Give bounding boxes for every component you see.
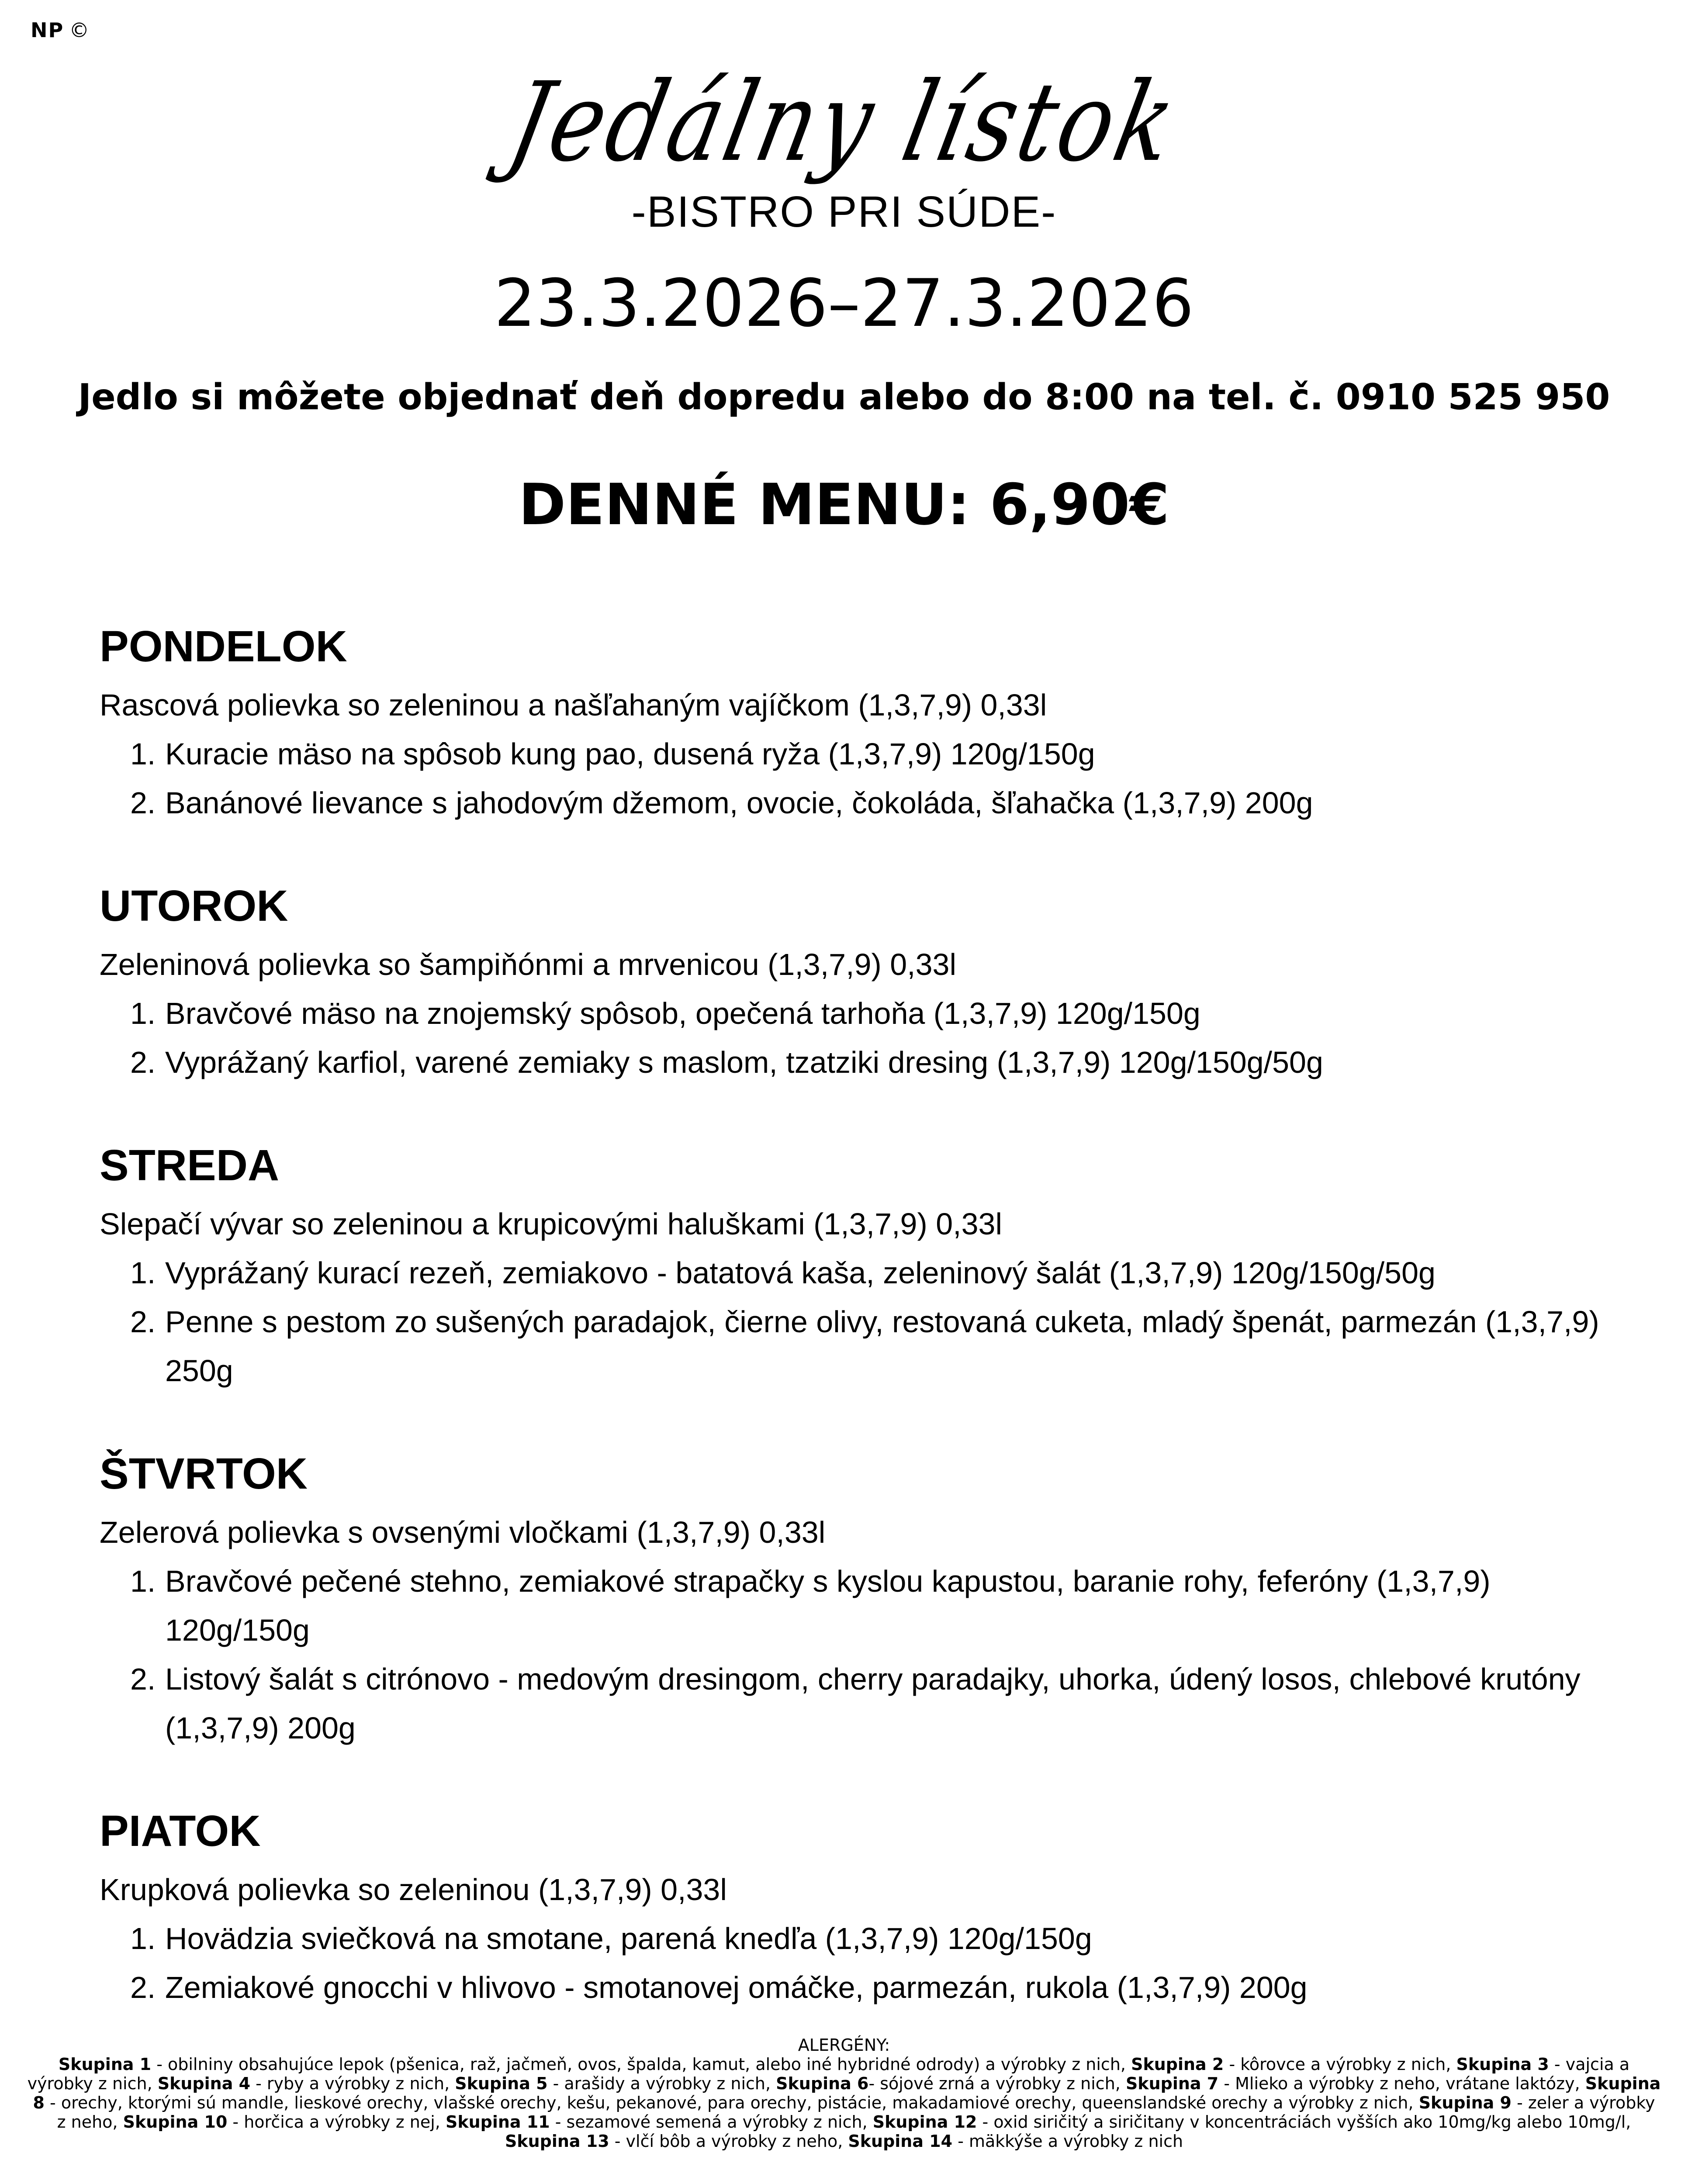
allergen-group-text: - mäkkýše a výrobky z nich — [952, 2132, 1183, 2151]
dish-text: Kuracie mäso na spôsob kung pao, dusená ryža (1,3,7,9) 120g/150g — [165, 737, 1095, 771]
day-wednesday — [100, 1139, 1607, 1395]
dish-number: 1. — [130, 996, 156, 1030]
dish-number: 1. — [130, 737, 156, 771]
dish-item — [130, 1038, 1607, 1087]
allergen-group-label: Skupina 14 — [848, 2132, 953, 2151]
dish-number: 2. — [130, 1662, 156, 1696]
allergen-group-label: Skupina 4 — [157, 2074, 251, 2093]
dish-item — [130, 1248, 1607, 1297]
dish-item — [130, 1963, 1607, 2012]
dish-number: 1. — [130, 1256, 156, 1290]
dish-number: 1. — [130, 1921, 156, 1956]
allergen-group-text: - horčica a výrobky z nej, — [227, 2112, 446, 2132]
day-thursday — [100, 1448, 1607, 1752]
day-name: UTOROK — [100, 881, 288, 930]
dish-number: 1. — [130, 1564, 156, 1598]
day-name: ŠTVRTOK — [100, 1449, 308, 1498]
daily-menu-price: DENNÉ MENU: 6,90€ — [519, 471, 1169, 538]
dish-text: Penne s pestom zo sušených paradajok, čierne olivy, restovaná cuketa, mladý špenát, parmezán (1,3,7,9) 250g — [165, 1305, 1599, 1388]
day-name: PIATOK — [100, 1807, 261, 1856]
copyright-initials: NP — [31, 18, 64, 42]
allergen-group-label: Skupina 12 — [872, 2112, 977, 2132]
dish-text: Hovädzia sviečková na smotane, parená knedľa (1,3,7,9) 120g/150g — [165, 1921, 1092, 1956]
dish-number: 2. — [130, 1305, 156, 1339]
soup: Slepačí vývar so zeleninou a krupicovými haluškami (1,3,7,9) 0,33l — [100, 1207, 1002, 1241]
dish-item — [130, 729, 1607, 778]
allergen-group-text: - sezamové semená a výrobky z nich, — [550, 2112, 873, 2132]
soup: Zelerová polievka s ovsenými vločkami (1,3,7,9) 0,33l — [100, 1515, 826, 1549]
weekly-menu — [100, 620, 1607, 2064]
allergen-group-label: Skupina 13 — [505, 2132, 609, 2151]
allergen-group-label: Skupina 10 — [123, 2112, 228, 2132]
bistro-name: -BISTRO PRI SÚDE- — [631, 187, 1057, 236]
dish-number: 2. — [130, 1970, 156, 2004]
allergen-group-label: Skupina 5 — [455, 2074, 548, 2093]
dish-item — [130, 989, 1607, 1038]
dish-text: Vyprážaný karfiol, varené zemiaky s maslom, tzatziki dresing (1,3,7,9) 120g/150g/50g — [165, 1045, 1323, 1079]
allergen-groups — [26, 2055, 1662, 2151]
allergen-group-text: - kôrovce a výrobky z nich, — [1224, 2055, 1456, 2074]
allergen-group-label: Skupina 9 — [1418, 2093, 1512, 2112]
allergen-group-label: Skupina 8 — [33, 2074, 1661, 2112]
page-title: Jedálny lístok — [499, 59, 1189, 186]
allergen-group-label: Skupina 3 — [1456, 2055, 1549, 2074]
soup: Krupková polievka so zeleninou (1,3,7,9) 0,33l — [100, 1873, 727, 1907]
allergen-group-text: - Mlieko a výrobky z neho, vrátane laktózy, — [1218, 2074, 1585, 2093]
dish-item — [130, 1914, 1607, 1963]
allergen-group-label: Skupina 11 — [445, 2112, 550, 2132]
dish-list — [100, 989, 1607, 1087]
copyright-icon: © — [69, 18, 90, 42]
dish-text: Listový šalát s citrónovo - medovým dresingom, cherry paradajky, uhorka, údený losos, chlebové krutóny (1,3,7,9) 200g — [165, 1662, 1581, 1745]
day-name: STREDA — [100, 1141, 280, 1190]
dish-text: Banánové lievance s jahodovým džemom, ovocie, čokoláda, šľahačka (1,3,7,9) 200g — [165, 786, 1313, 820]
day-monday — [100, 620, 1607, 827]
day-tuesday — [100, 880, 1607, 1087]
title-wrapper — [0, 57, 1688, 188]
allergen-group-text: - ryby a výrobky z nich, — [250, 2074, 455, 2093]
allergen-group-label: Skupina 7 — [1125, 2074, 1219, 2093]
dish-list — [100, 1248, 1607, 1395]
allergen-legend — [26, 2035, 1662, 2151]
day-name: PONDELOK — [100, 622, 347, 671]
allergen-group-text: - zeler a výrobky z neho, — [57, 2093, 1655, 2132]
copyright-mark — [31, 18, 90, 42]
allergen-group-text: - arašidy a výrobky z nich, — [547, 2074, 776, 2093]
menu-header — [0, 57, 1688, 537]
dish-text: Bravčové mäso na znojemský spôsob, opečená tarhoňa (1,3,7,9) 120g/150g — [165, 996, 1200, 1030]
allergen-group-text: - vlčí bôb a výrobky z neho, — [609, 2132, 848, 2151]
allergen-group-label: Skupina 6 — [776, 2074, 869, 2093]
day-friday — [100, 1805, 1607, 2012]
allergen-group-text: - obilniny obsahujúce lepok (pšenica, raž, jačmeň, ovos, špalda, kamut, alebo iné hybridné odrody) a výrobky z nich, — [151, 2055, 1131, 2074]
dish-item — [130, 1557, 1607, 1655]
allergen-group-label: Skupina 2 — [1131, 2055, 1224, 2074]
dish-text: Vyprážaný kurací rezeň, zemiakovo - batatová kaša, zeleninový šalát (1,3,7,9) 120g/150g/50g — [165, 1256, 1435, 1290]
allergen-title: ALERGÉNY: — [798, 2035, 890, 2055]
allergen-group-text: - vajcia a výrobky z nich, — [27, 2055, 1630, 2093]
dish-item — [130, 778, 1607, 827]
allergen-group-text: - sójové zrná a výrobky z nich, — [868, 2074, 1126, 2093]
dish-number: 2. — [130, 1045, 156, 1079]
dish-item — [130, 1297, 1607, 1395]
dish-list — [100, 1557, 1607, 1752]
allergen-group-text: - orechy, ktorými sú mandle, lieskové orechy, vlašské orechy, kešu, pekanové, para orechy, pistácie, makadamiové orechy, queenslandské orechy a výrobky z nich, — [44, 2093, 1419, 2112]
order-info: Jedlo si môžete objednať deň dopredu alebo do 8:00 na tel. č. 0910 525 950 — [78, 377, 1610, 418]
dish-text: Zemiakové gnocchi v hlivovo - smotanovej omáčke, parmezán, rukola (1,3,7,9) 200g — [165, 1970, 1308, 2004]
dish-item — [130, 1655, 1607, 1752]
date-range: 23.3.2026–27.3.2026 — [494, 266, 1194, 342]
soup: Zeleninová polievka so šampiňónmi a mrvenicou (1,3,7,9) 0,33l — [100, 947, 957, 981]
allergen-group-label: Skupina 1 — [58, 2055, 152, 2074]
dish-number: 2. — [130, 786, 156, 820]
soup: Rascová polievka so zeleninou a našľahaným vajíčkom (1,3,7,9) 0,33l — [100, 688, 1047, 722]
allergen-group-text: - oxid siričitý a siričitany v koncentráciách vyšších ako 10mg/kg alebo 10mg/l, — [977, 2112, 1631, 2132]
dish-text: Bravčové pečené stehno, zemiakové strapačky s kyslou kapustou, baranie rohy, feferóny (1,3,7,9) 120g/150g — [165, 1564, 1491, 1647]
dish-list — [100, 729, 1607, 827]
dish-list — [100, 1914, 1607, 2012]
